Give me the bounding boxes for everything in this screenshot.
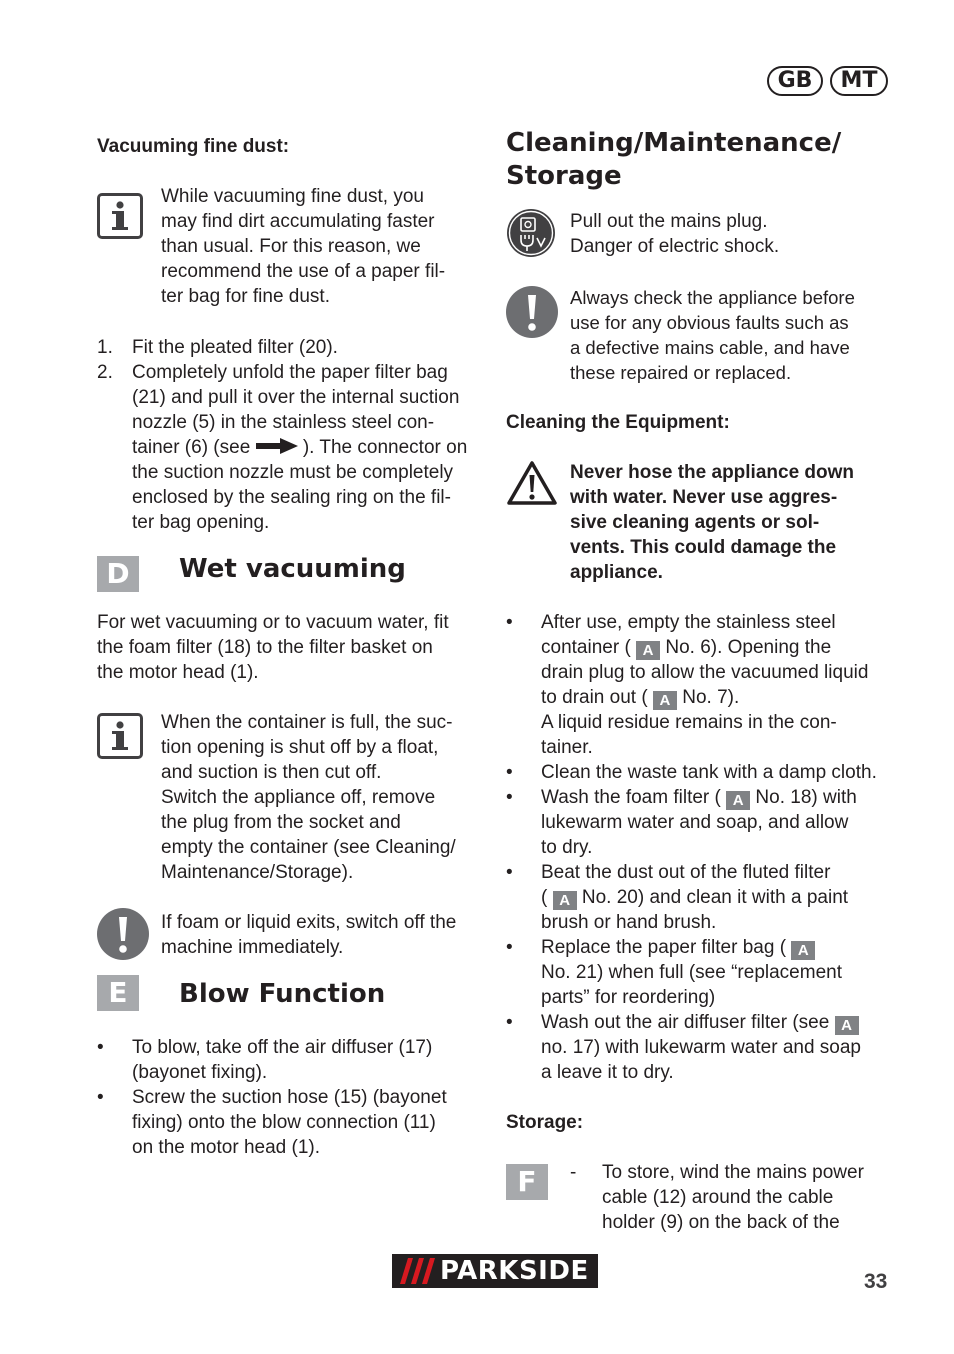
- section-letter-d: D: [97, 556, 139, 592]
- cleaning-bullet-text: Wash the foam filter ( A No. 18) with lukewarm water and soap, and allow to dry.: [541, 787, 857, 858]
- bullet: •: [506, 862, 513, 883]
- check-text: Always check the appliance before use for any obvious faults such as a defective mains cable, and have these repaired or replaced.: [570, 287, 855, 383]
- exclamation-icon: [97, 908, 149, 960]
- plug-icon: [506, 208, 556, 258]
- cleaning-bullet-text: After use, empty the stainless steel container ( A No. 6). Opening the drain plug to allow the vacuumed liquid to drain out ( A No. 7). A liquid residue remains in the con- tainer.: [541, 612, 869, 758]
- cleaning-bullet-text: Wash out the air diffuser filter (see A no. 17) with lukewarm water and soap a leave it to dry.: [541, 1012, 861, 1083]
- wet-warning: If foam or liquid exits, switch off the machine immediately.: [161, 912, 457, 958]
- logo-stripes-icon: [392, 1254, 440, 1288]
- lang-badge-gb: GB: [767, 66, 823, 96]
- marker-a: A: [636, 641, 660, 660]
- info-icon: [97, 713, 143, 759]
- storage-heading: Storage:: [506, 1112, 584, 1133]
- step-text: Completely unfold the paper filter bag (21) and pull it over the internal suction nozzle (5) in the stainless steel con- tainer (6) (see ). The connector on the suction nozzle must be completely enclosed by the sealing ring on the fil- ter bag opening.: [132, 362, 468, 533]
- step-number: 1.: [97, 337, 113, 358]
- bullet: •: [506, 762, 513, 783]
- bullet: •: [506, 787, 513, 808]
- step-text: Fit the pleated filter (20).: [132, 337, 338, 358]
- plug-text: Pull out the mains plug. Danger of electric shock.: [570, 211, 780, 257]
- cleaning-bullet-text: Replace the paper filter bag ( A No. 21) when full (see “replacement parts” for reordering): [541, 937, 842, 1008]
- section-letter-e: E: [97, 975, 139, 1011]
- section-title-blow-function: Blow Function: [179, 979, 386, 1009]
- fine-dust-heading: Vacuuming fine dust:: [97, 136, 290, 157]
- dash: -: [570, 1162, 577, 1183]
- marker-a: A: [791, 941, 815, 960]
- cleaning-title: Cleaning/Maintenance/ Storage: [506, 128, 842, 191]
- cleaning-equipment-heading: Cleaning the Equipment:: [506, 412, 730, 433]
- bullet: •: [97, 1037, 104, 1058]
- wet-intro: For wet vacuuming or to vacuum water, fit the foam filter (18) to the filter basket on the motor head (1).: [97, 612, 449, 683]
- exclamation-icon: [506, 286, 558, 338]
- brand-name: PARKSIDE: [440, 1256, 589, 1286]
- blow-bullet-text: Screw the suction hose (15) (bayonet fixing) onto the blow connection (11) on the motor head (1).: [132, 1087, 447, 1158]
- step-number: 2.: [97, 362, 113, 383]
- cleaning-bullet-text: Beat the dust out of the fluted filter ( A No. 20) and clean it with a paint brush or hand brush.: [541, 862, 849, 933]
- bullet: •: [97, 1087, 104, 1108]
- warning-triangle-icon: [506, 460, 558, 506]
- marker-a: A: [726, 791, 750, 810]
- cleaning-bullet-text: Clean the waste tank with a damp cloth.: [541, 762, 877, 783]
- info-icon: [97, 193, 143, 239]
- blow-bullet-text: To blow, take off the air diffuser (17) (bayonet fixing).: [132, 1037, 433, 1083]
- section-letter-f: F: [506, 1164, 548, 1200]
- never-hose-warning: Never hose the appliance down with water. Never use aggres- sive cleaning agents or sol- vents. This could damage the appliance.: [570, 462, 855, 583]
- storage-text: To store, wind the mains power cable (12) around the cable holder (9) on the back of the: [602, 1162, 864, 1233]
- page-number: 33: [864, 1270, 888, 1293]
- bullet: •: [506, 612, 513, 633]
- arrow-right-icon: [256, 438, 298, 454]
- marker-a: A: [835, 1016, 859, 1035]
- fine-dust-info: While vacuuming fine dust, you may find dirt accumulating faster than usual. For this reason, we recommend the use of a paper fil- ter bag for fine dust.: [161, 186, 446, 307]
- bullet: •: [506, 1012, 513, 1033]
- marker-a: A: [653, 691, 677, 710]
- parkside-logo: [392, 1254, 598, 1288]
- lang-badge-mt: MT: [830, 66, 888, 96]
- marker-a: A: [553, 891, 577, 910]
- wet-info: When the container is full, the suc- tion opening is shut off by a float, and suction is then cut off. Switch the appliance off, remove the plug from the socket and empty the container (see Cleaning/ Maintenance/Storage).: [161, 712, 456, 883]
- bullet: •: [506, 937, 513, 958]
- section-title-wet-vacuuming: Wet vacuuming: [179, 554, 406, 584]
